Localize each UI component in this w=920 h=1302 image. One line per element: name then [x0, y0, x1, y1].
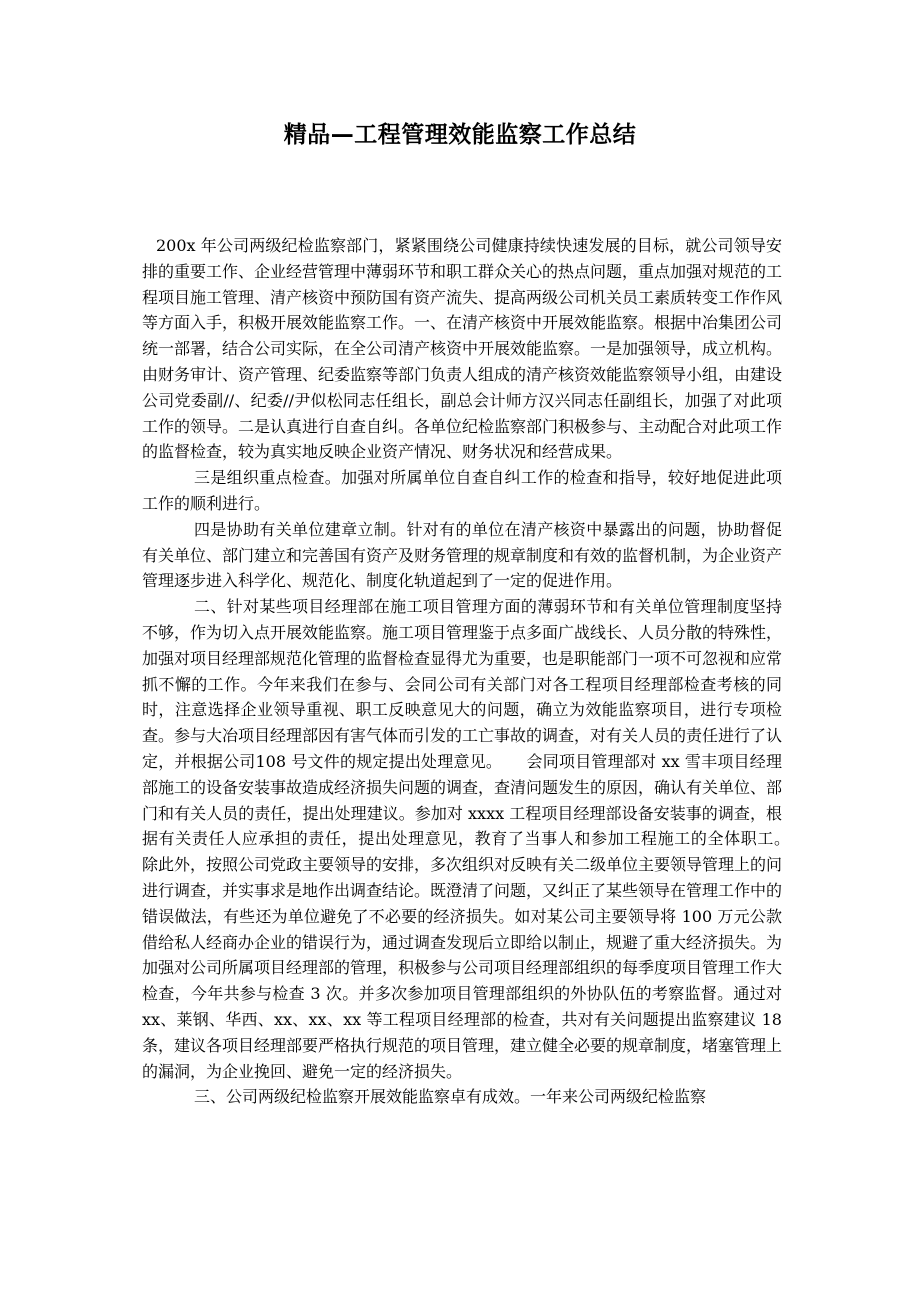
paragraph-2: 三是组织重点检查。加强对所属单位自查自纠工作的检查和指导，较好地促进此项工作的顺利进行。	[142, 468, 782, 513]
paragraph-1: 200x 年公司两级纪检监察部门，紧紧围绕公司健康持续快速发展的目标，就公司领导安排的重要工作、企业经营管理中薄弱环节和职工群众关心的热点问题，重点加强对规范的工程项目施工管理、清产核资中预防国有资产流失、提高两级公司机关员工素质转变工作作风等方面入手，积极开展效能监察工作。一、在清产核资中开展效能监察。根据中冶集团公司统一部署，结合公司实际，在全公司清产核资中开展效能监察。一是加强领导，成立机构。由财务审计、资产管理、纪委监察等部门负责人组成的清产核资效能监察领导小组，由建设公司党委副//、纪委//尹似松同志任组长，副总会计师方汉兴同志任副组长，加强了对此项工作的领导。二是认真进行自查自纠。各单位纪检监察部门积极参与、主动配合对此项工作的监督检查，较为真实地反映企业资产情况、财务状况和经营成果。	[142, 236, 783, 462]
paragraph-5: 三、公司两级纪检监察开展效能监察卓有成效。一年来公司两级纪检监察	[194, 1087, 707, 1107]
paragraph-4: 二、针对某些项目经理部在施工项目管理方面的薄弱环节和有关单位管理制度坚持不够，作为切入点开展效能监察。施工项目管理鉴于点多面广战线长、人员分散的特殊性，加强对项目经理部规范化管理的监督检查显得尤为重要，也是职能部门一项不可忽视和应常抓不懈的工作。今年来我们在参与、会同公司有关部门对各工程项目经理部检查考核的同时，注意选择企业领导重视、职工反映意见大的问题，确立为效能监察项目，进行专项检查。参与大冶项目经理部因有害气体而引发的工亡事故的调查，对有关人员的责任进行了认定，并根据公司108 号文件的规定提出处理意见。 会同项目管理部对 xx 雪丰项目经理部施工的设备安装事故造成经济损失问题的调查，查清问题发生的原因，确认有关单位、部门和有关人员的责任，提出处理建议。参加对 xxxx 工程项目经理部设备安装事的调查，根据有关责任人应承担的责任，提出处理意见，教育了当事人和参加工程施工的全体职工。 除此外，按照公司党政主要领导的安排，多次组织对反映有关二级单位主要领导管理上的问进行调查，并实事求是地作出调查结论。既澄清了问题，又纠正了某些领导在管理工作中的错误做法，有些还为单位避免了不必要的经济损失。如对某公司主要领导将 100 万元公款借给私人经商办企业的错误行为，通过调查发现后立即给以制止，规避了重大经济损失。为加强对公司所属项目经理部的管理，积极参与公司项目经理部组织的每季度项目管理工作大检查，今年共参与检查 3 次。并多次参加项目管理部组织的外协队伍的考察监督。通过对 xx、莱钢、华西、xx、xx、xx 等工程项目经理部的检查，共对有关问题提出监察建议 18 条，建议各项目经理部要严格执行规范的项目管理，建立健全必要的规章制度，堵塞管理上的漏洞，为企业挽回、避免一定的经济损失。	[142, 597, 815, 1081]
document-body	[142, 233, 815, 1110]
document-title: 精品—工程管理效能监察工作总结	[283, 122, 637, 148]
paragraph-3: 四是协助有关单位建章立制。针对有的单位在清产核资中暴露出的问题，协助督促有关单位、部门建立和完善国有资产及财务管理的规章制度和有效的监督机制，为企业资产管理逐步进入科学化、规范化、制度化轨道起到了一定的促进作用。	[142, 519, 783, 591]
